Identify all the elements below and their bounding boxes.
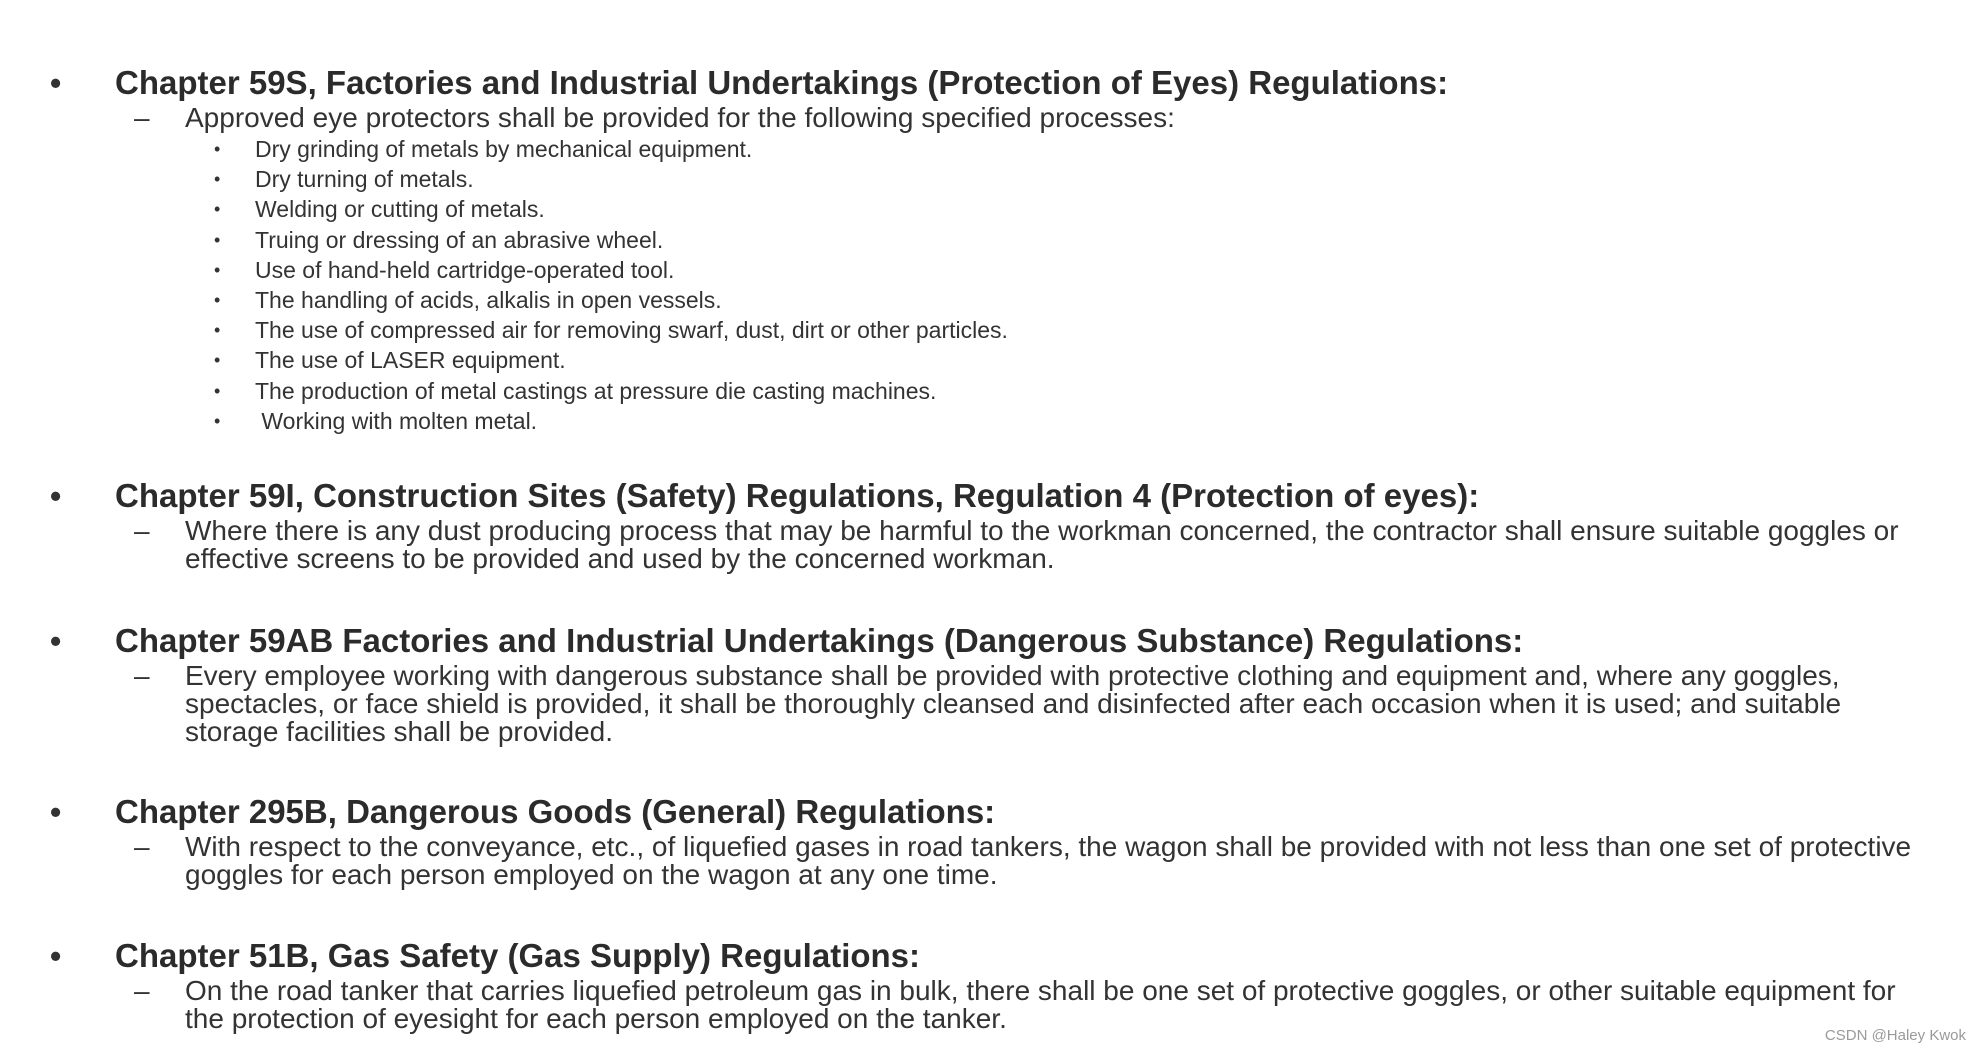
list-item-text: Dry grinding of metals by mechanical equipment.: [255, 136, 753, 162]
chapter-title: Chapter 59I, Construction Sites (Safety) Regulations, Regulation 4 (Protection of eyes):: [115, 477, 1480, 514]
bullet: •: [214, 199, 221, 220]
chapter-heading: [0, 935, 1980, 977]
list-item-text: The handling of acids, alkalis in open vessels.: [255, 287, 722, 314]
list-item: [0, 225, 1980, 255]
chapter-title: Chapter 59S, Factories and Industrial Undertakings (Protection of Eyes) Regulations:: [115, 64, 1449, 101]
list-item-text: Truing or dressing of an abrasive wheel.: [255, 226, 664, 253]
bullet: •: [214, 350, 221, 371]
list-item-text: The use of LASER equipment.: [255, 347, 566, 374]
dash: –: [134, 515, 150, 546]
list-item-text: The production of metal castings at pressure die casting machines.: [255, 377, 937, 404]
bullet: •: [214, 169, 221, 190]
bullet: •: [50, 478, 62, 514]
sub-point: [0, 833, 1980, 889]
sub-point-text: Approved eye protectors shall be provided for the following specified processes:: [185, 102, 1175, 133]
bullet: •: [214, 290, 221, 311]
process-list: [0, 134, 1980, 436]
list-item: [0, 285, 1980, 315]
sub-point: [0, 517, 1980, 573]
sub-point-text: On the road tanker that carries liquefied petroleum gas in bulk, there shall be one set of protective goggles, or other suitable equipment for the protection of eyesight for each person employed on the tanker.: [185, 975, 1896, 1034]
chapter-heading: [0, 62, 1980, 104]
section-chapter-51b: [0, 935, 1980, 1033]
bullet: •: [214, 380, 221, 401]
watermark: CSDN @Haley Kwok: [1824, 1027, 1966, 1044]
bullet: •: [50, 623, 62, 659]
section-chapter-59ab: [0, 620, 1980, 746]
bullet: •: [214, 259, 221, 280]
list-item-text: Welding or cutting of metals.: [255, 196, 545, 223]
section-chapter-59i: [0, 475, 1980, 573]
section-chapter-59s: [0, 62, 1980, 436]
list-item: [0, 345, 1980, 375]
sub-point-text: With respect to the conveyance, etc., of liquefied gases in road tankers, the wagon shall be provided with not less than one set of protective goggles for each person employed on the wagon at any one time.: [185, 831, 1912, 890]
bullet: •: [214, 139, 221, 159]
list-item: [0, 376, 1980, 406]
bullet: •: [214, 320, 221, 341]
bullet: •: [50, 938, 62, 974]
list-item: [0, 194, 1980, 224]
dash: –: [134, 660, 150, 691]
dash: –: [134, 102, 150, 133]
bullet: •: [214, 410, 221, 431]
list-item-text: The use of compressed air for removing swarf, dust, dirt or other particles.: [255, 317, 1008, 344]
chapter-title: Chapter 51B, Gas Safety (Gas Supply) Regulations:: [115, 937, 921, 974]
sub-point: [0, 977, 1980, 1033]
list-item: [0, 315, 1980, 345]
chapter-heading: [0, 475, 1980, 517]
section-chapter-295b: [0, 791, 1980, 889]
sub-point-text: Where there is any dust producing process that may be harmful to the workman concerned, the contractor shall ensure suitable goggles or effective screens to be provided and used by the concerned workman.: [185, 515, 1899, 574]
list-item: [0, 134, 1980, 164]
list-item-text: Working with molten metal.: [255, 407, 538, 434]
dash: –: [134, 831, 150, 862]
bullet: •: [50, 794, 62, 830]
list-item: [0, 406, 1980, 436]
bullet: •: [214, 229, 221, 250]
chapter-heading: [0, 791, 1980, 833]
list-item: [0, 255, 1980, 285]
list-item: [0, 164, 1980, 194]
chapter-title: Chapter 59AB Factories and Industrial Undertakings (Dangerous Substance) Regulations:: [115, 622, 1524, 659]
bullet: •: [50, 65, 62, 101]
dash: –: [134, 975, 150, 1006]
chapter-heading: [0, 620, 1980, 662]
list-item-text: Dry turning of metals.: [255, 166, 474, 193]
sub-point: [0, 104, 1980, 132]
sub-point: [0, 662, 1980, 746]
chapter-title: Chapter 295B, Dangerous Goods (General) Regulations:: [115, 793, 996, 830]
list-item-text: Use of hand-held cartridge-operated tool.: [255, 256, 675, 283]
sub-point-text: Every employee working with dangerous substance shall be provided with protective clothing and equipment and, where any goggles, spectacles, or face shield is provided, it shall be thoroughly cleansed and disinfected after each occasion when it is used; and suitable storage facilities shall be provided.: [185, 660, 1842, 747]
